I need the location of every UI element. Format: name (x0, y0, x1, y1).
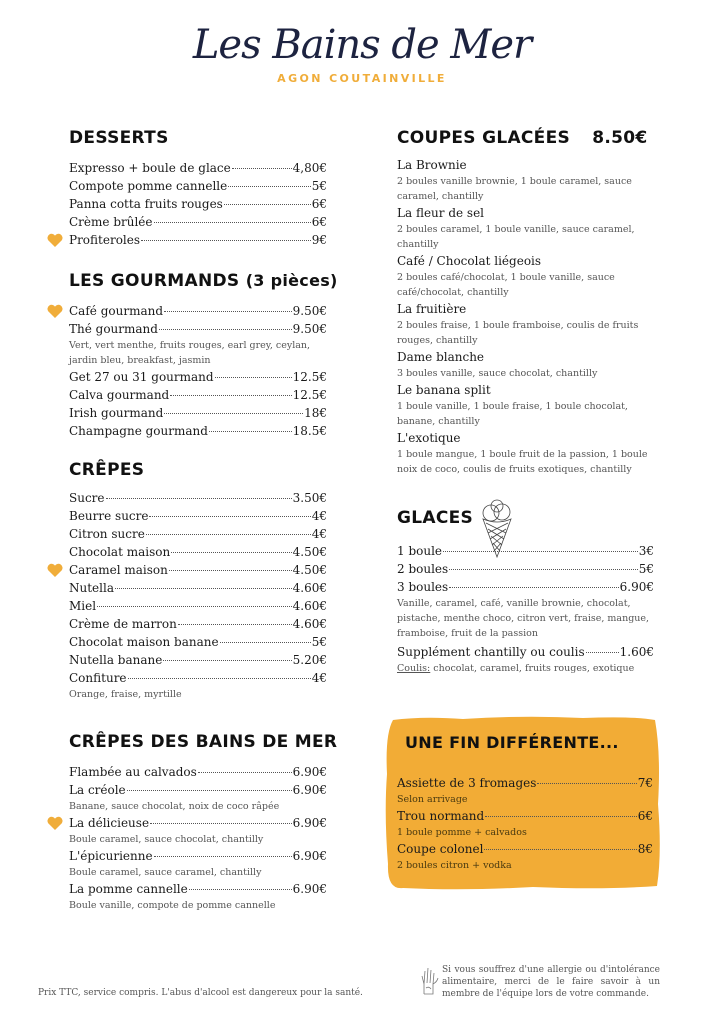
dot-leader (189, 889, 292, 890)
item-price: 8€ (637, 842, 653, 856)
menu-item (69, 320, 327, 338)
item-name: 3 boules (397, 580, 449, 594)
item-price: 3.50€ (292, 491, 327, 505)
item-name: 1 boule (397, 544, 443, 558)
item-name: Dame blanche (397, 350, 485, 364)
menu-item (397, 578, 654, 596)
dot-leader (146, 534, 311, 535)
dot-leader (485, 816, 637, 817)
section-title: DESSERTS (69, 128, 169, 148)
item-price: 6.90€ (292, 882, 327, 896)
menu-item (69, 159, 327, 177)
menu-item (69, 615, 327, 633)
menu-item (69, 489, 327, 507)
item-name: Chocolat maison (69, 545, 171, 559)
item-name: Café gourmand (69, 304, 164, 318)
item-price: 4€ (311, 509, 327, 523)
item-name: Le banana split (397, 383, 491, 397)
section-crepes-bains-de-mer (69, 731, 338, 913)
dot-leader (170, 395, 291, 396)
item-description (397, 661, 654, 676)
item-description: Boule caramel, sauce chocolat, chantilly (69, 834, 264, 845)
item-description: 2 boules citron + vodka (397, 860, 512, 871)
section-une-fin-differente (383, 714, 661, 891)
item-description: Vanille, caramel, café, vanille brownie, chocolat, pistache, menthe choco, citron vert, fraise, mangue, framboise, fruit de la passion (397, 598, 650, 639)
menu-item (69, 651, 327, 669)
section-glaces (397, 507, 654, 676)
item-name: Compote pomme cannelle (69, 179, 228, 193)
section-title (69, 270, 338, 292)
item-name: La fruitière (397, 302, 467, 316)
menu-item (69, 880, 327, 898)
menu-item (69, 231, 327, 249)
item-description: 1 boule mangue, 1 boule fruit de la passion, 1 boule noix de coco, coulis de fruits exotiques, chantilly (397, 449, 648, 475)
section-desserts (69, 127, 327, 249)
dot-leader (141, 240, 311, 241)
item-price: 9€ (311, 233, 327, 247)
item-name: Chocolat maison banane (69, 635, 219, 649)
dot-leader (484, 849, 636, 850)
item-name: La pomme cannelle (69, 882, 188, 896)
menu-item (69, 507, 327, 525)
menu-header (0, 20, 724, 85)
coulis-options: chocolat, caramel, fruits rouges, exotique (430, 663, 635, 674)
dot-leader (198, 772, 292, 773)
section-title: CRÊPES (69, 460, 145, 480)
item-description: 3 boules vanille, sauce chocolat, chantilly (397, 368, 598, 379)
item-name: La créole (69, 783, 126, 797)
dot-leader (150, 823, 292, 824)
item-price: 6.90€ (292, 849, 327, 863)
dot-leader (232, 168, 292, 169)
section-title (397, 127, 654, 149)
item-price: 6.90€ (619, 580, 654, 594)
item-name: Miel (69, 599, 97, 613)
item-price: 6€ (311, 215, 327, 229)
item-name: Nutella (69, 581, 114, 595)
menu-item (397, 840, 653, 858)
menu-item (69, 781, 327, 799)
item-price: 18€ (304, 406, 327, 420)
section-crepes (69, 459, 327, 702)
item-price: 4.60€ (292, 599, 327, 613)
item-description: 2 boules caramel, 1 boule vanille, sauce caramel, chantilly (397, 224, 635, 250)
menu-item (69, 847, 327, 865)
dot-leader (154, 222, 311, 223)
item-name: Flambée au calvados (69, 765, 197, 779)
item-name: Caramel maison (69, 563, 168, 577)
item-price: 6.90€ (292, 765, 327, 779)
item-name: Crème brûlée (69, 215, 153, 229)
section-title-suffix: (3 pièces) (245, 271, 338, 290)
dot-leader (220, 642, 311, 643)
item-name: Beurre sucre (69, 509, 149, 523)
item-price: 6€ (637, 809, 653, 823)
item-price: 6.90€ (292, 783, 327, 797)
dot-leader (209, 431, 292, 432)
section-title: CRÊPES DES BAINS DE MER (69, 732, 338, 752)
item-price: 4.60€ (292, 581, 327, 595)
dot-leader (106, 498, 292, 499)
item-price: 4.60€ (292, 617, 327, 631)
item-price: 12.5€ (292, 388, 327, 402)
item-name: Confiture (69, 671, 127, 685)
section-title: GLACES (397, 508, 474, 528)
brand-subtitle: AGON COUTAINVILLE (277, 72, 447, 85)
dot-leader (149, 516, 310, 517)
dot-leader (128, 678, 311, 679)
menu-item (69, 195, 327, 213)
item-description: 2 boules fraise, 1 boule framboise, coulis de fruits rouges, chantilly (397, 320, 639, 346)
menu-item (69, 597, 327, 615)
item-description: 2 boules café/chocolat, 1 boule vanille, sauce café/chocolat, chantilly (397, 272, 615, 298)
item-price: 7€ (637, 776, 653, 790)
item-name: La délicieuse (69, 816, 150, 830)
item-price: 12.5€ (292, 370, 327, 384)
dot-leader (127, 790, 292, 791)
item-name: Get 27 ou 31 gourmand (69, 370, 214, 384)
dot-leader (164, 311, 292, 312)
dot-leader (154, 856, 292, 857)
menu-item (69, 213, 327, 231)
section-gourmands (69, 270, 338, 440)
item-name: Profiteroles (69, 233, 141, 247)
menu-item (397, 542, 654, 560)
item-name: Champagne gourmand (69, 424, 208, 438)
item-name: Coupe colonel (397, 842, 484, 856)
menu-item (69, 368, 327, 386)
item-name: Expresso + boule de glace (69, 161, 231, 175)
dot-leader (228, 186, 310, 187)
item-name: La fleur de sel (397, 206, 485, 220)
section-title: UNE FIN DIFFÉRENTE... (405, 733, 619, 752)
item-description: 1 boule vanille, 1 boule fraise, 1 boule chocolat, banane, chantilly (397, 401, 628, 427)
item-price: 4€ (311, 671, 327, 685)
item-name: Citron sucre (69, 527, 145, 541)
item-price: 5€ (311, 179, 327, 193)
heart-icon (47, 563, 63, 577)
item-price: 9.50€ (292, 322, 327, 336)
menu-item (69, 814, 327, 832)
item-name: Café / Chocolat liégeois (397, 254, 542, 268)
allergy-text: Si vous souffrez d'une allergie ou d'intolérance alimentaire, merci de le faire savoir à un membre de l'équipe lors de votre commande. (442, 965, 660, 999)
item-description: Orange, fraise, myrtille (69, 689, 182, 700)
item-price: 4.50€ (292, 563, 327, 577)
item-description: Vert, vert menthe, fruits rouges, earl grey, ceylan, jardin bleu, breakfast, jasmin (69, 340, 311, 366)
dot-leader (224, 204, 311, 205)
menu-item (69, 177, 327, 195)
dot-leader (171, 552, 291, 553)
item-description: Boule vanille, compote de pomme cannelle (69, 900, 276, 911)
item-name: L'exotique (397, 431, 461, 445)
item-name: Nutella banane (69, 653, 163, 667)
menu-item (69, 302, 327, 320)
dot-leader (178, 624, 292, 625)
dot-leader (449, 569, 638, 570)
item-price: 1.60€ (619, 645, 654, 659)
heart-icon (47, 816, 63, 830)
item-price: 6€ (311, 197, 327, 211)
footer-legal-note: Prix TTC, service compris. L'abus d'alcool est dangereux pour la santé. (38, 988, 363, 998)
item-price: 3€ (638, 544, 654, 558)
menu-item (69, 579, 327, 597)
menu-item (69, 633, 327, 651)
item-price: 9.50€ (292, 304, 327, 318)
item-name: Supplément chantilly ou coulis (397, 645, 585, 659)
menu-item (69, 561, 327, 579)
item-description: Selon arrivage (397, 794, 468, 805)
section-coupes-glacees (397, 127, 654, 477)
item-name: Calva gourmand (69, 388, 170, 402)
item-price: 5€ (311, 635, 327, 649)
section-price: 8.50€ (592, 128, 648, 148)
dot-leader (443, 551, 638, 552)
item-name: La Brownie (397, 158, 467, 172)
menu-item (69, 543, 327, 561)
item-description: Banane, sauce chocolat, noix de coco râpée (69, 801, 280, 812)
item-price: 6.90€ (292, 816, 327, 830)
item-name: L'épicurienne (69, 849, 153, 863)
dot-leader (115, 588, 292, 589)
menu-item (397, 807, 653, 825)
dot-leader (163, 660, 291, 661)
item-name: 2 boules (397, 562, 449, 576)
section-title-text: COUPES GLACÉES (397, 128, 571, 148)
heart-icon (47, 304, 63, 318)
menu-item (69, 404, 327, 422)
item-name: Sucre (69, 491, 105, 505)
section-title-text: LES GOURMANDS (69, 271, 240, 291)
heart-icon (47, 233, 63, 247)
menu-item (69, 525, 327, 543)
menu-item (69, 669, 327, 687)
dot-leader (164, 413, 303, 414)
dot-leader (449, 587, 618, 588)
item-price: 18.5€ (292, 424, 327, 438)
item-description: 1 boule pomme + calvados (397, 827, 527, 838)
dot-leader (97, 606, 292, 607)
item-name: Trou normand (397, 809, 485, 823)
menu-item (397, 643, 654, 661)
item-price: 5.20€ (292, 653, 327, 667)
item-price: 5€ (638, 562, 654, 576)
menu-item (69, 763, 327, 781)
dot-leader (586, 652, 619, 653)
coulis-label: Coulis: (397, 663, 431, 674)
item-name: Irish gourmand (69, 406, 164, 420)
menu-item (69, 422, 327, 440)
brand-title: Les Bains de Mer (192, 22, 532, 68)
item-price: 4,80€ (292, 161, 327, 175)
hand-icon (420, 966, 440, 996)
item-price: 4.50€ (292, 545, 327, 559)
item-name: Assiette de 3 fromages (397, 776, 537, 790)
dot-leader (169, 570, 292, 571)
dot-leader (215, 377, 292, 378)
dot-leader (537, 783, 636, 784)
footer-allergy-note (420, 964, 660, 1000)
menu-item (397, 560, 654, 578)
item-name: Crème de marron (69, 617, 177, 631)
menu-item (69, 386, 327, 404)
dot-leader (159, 329, 292, 330)
item-description: 2 boules vanille brownie, 1 boule caramel, sauce caramel, chantilly (397, 176, 632, 202)
item-name: Thé gourmand (69, 322, 158, 336)
item-description: Boule caramel, sauce caramel, chantilly (69, 867, 262, 878)
item-price: 4€ (311, 527, 327, 541)
menu-item (397, 774, 653, 792)
item-name: Panna cotta fruits rouges (69, 197, 223, 211)
